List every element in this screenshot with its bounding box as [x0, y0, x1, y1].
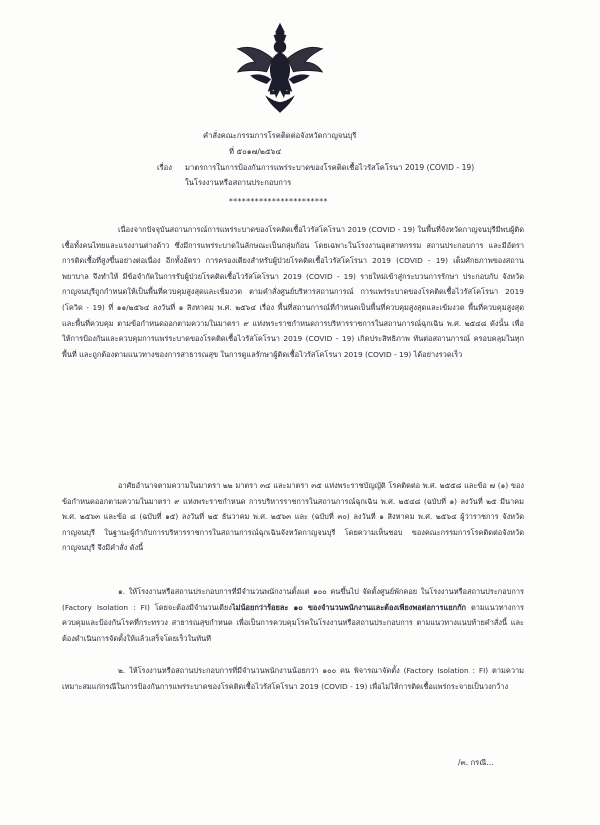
separator-stars: *********************** [229, 197, 328, 206]
order-item-2: ๒. ให้โรงงานหรือสถานประกอบการที่มีจำนวนพนักงานน้อยกว่า ๑๐๐ คน พิจารณาจัดตั้ง (Factory Isolation : FI) ตามความเหมาะสมแก่กรณีในการป้องกันการแพร่ระบาดของโรคติดเชื้อไวรัสโคโรนา 2019 (COVID - 19) เพื่อไม่ให้การติดเชื้อแพร่กระจายเป็นวงกว้าง [62, 666, 524, 691]
paragraph-background: เนื่องจากปัจจุบันสถานการณ์การแพร่ระบาดของโรคติดเชื้อไวรัสโคโรนา 2019 (COVID - 19) ในพื้นที่จังหวัดกาญจนบุรีมีพบผู้ติดเชื้อทั้งคนไทยและแรงงานต่างด้าว ซึ่งมีการแพร่ระบาดในลักษณะเป็นกลุ่มก้อน โดยเฉพาะในโรงงานอุตสาหกรรม สถานประกอบการ และมีอัตราการติดเชื้อที่สูงขึ้นอย่างต่อเนื่อง อีกทั้งอัตรา การครองเตียงสำหรับผู้ป่วยโรคติดเชื้อไวรัสโคโรนา 2019 (COVID - 19) เต็มศักยภาพของสถานพยาบาล จึงทำให้ มีข้อจำกัดในการรับผู้ป่วยโรคติดเชื้อไวรัสโคโรนา 2019 (COVID - 19) รายใหม่เข้าสู่กระบวนการรักษา ประกอบกับ จังหวัดกาญจนบุรีถูกกำหนดให้เป็นพื้นที่ควบคุมสูงสุดและเข้มงวด ตามคำสั่งศูนย์บริหารสถานการณ์ การแพร่ระบาดของโรคติดเชื้อไวรัสโคโรนา 2019 (โควิด - 19) ที่ ๑๑/๒๕๖๔ ลงวันที่ ๑ สิงหาคม พ.ศ. ๒๕๖๔ เรื่อง พื้นที่สถานการณ์ที่กำหนดเป็นพื้นที่ควบคุมสูงสุดและเข้มงวด พื้นที่ควบคุมสูงสุด และพื้นที่ควบคุม ตามข้อกำหนดออกตามความในมาตรา ๙ แห่งพระราชกำหนดการบริหารราชการในสถานการณ์ฉุกเฉิน พ.ศ. ๒๕๔๘ ดังนั้น เพื่อให้การป้องกันและควบคุมการแพร่ระบาดของโรคติดเชื้อไวรัสโคโรนา 2019 (COVID - 19) เกิดประสิทธิภาพ ทันต่อสถานการณ์ ครอบคลุมในทุกพื้นที่ และถูกต้องตามแนวทางของการสาธารณสุข ในการดูแลรักษาผู้ติดเชื้อไวรัสโคโรนา 2019 (COVID - 19) ได้อย่างรวดเร็ว [62, 225, 524, 359]
order-number: ที่ ๕๐๑๗/๒๕๖๔ [229, 147, 282, 156]
subject-label: เรื่อง [157, 163, 172, 172]
paragraph-authority: อาศัยอำนาจตามความในมาตรา ๒๒ มาตรา ๓๔ และมาตรา ๓๕ แห่งพระราชบัญญัติ โรคติดต่อ พ.ศ. ๒๕๕๘ และข้อ ๗ (๑) ของข้อกำหนดออกตามความในมาตรา ๙ แห่งพระราชกำหนด การบริหารราชการในสถานการณ์ฉุกเฉิน พ.ศ. ๒๕๔๘ (ฉบับที่ ๑) ลงวันที่ ๒๕ มีนาคม พ.ศ. ๒๕๖๓ และข้อ ๘ (ฉบับที่ ๑๕) ลงวันที่ ๒๕ ธันวาคม พ.ศ. ๒๕๖๓ และ (ฉบับที่ ๓๐) ลงวันที่ ๑ สิงหาคม พ.ศ. ๒๕๖๔ ผู้ว่าราชการ จังหวัดกาญจนบุรี ในฐานะผู้กำกับการบริหารราชการในสถานการณ์ฉุกเฉินจังหวัดกาญจนบุรี โดยความเห็นชอบ ของคณะกรรมการโรคติดต่อจังหวัดกาญจนบุรี จึงมีคำสั่ง ดังนี้ [62, 481, 524, 553]
item-1-emphasis: ไม่น้อยกว่าร้อยละ ๑๐ ของจำนวนพนักงานและต้องเพียงพอต่อการแยกกัก [231, 602, 467, 612]
subject-line-2: ในโรงงานหรือสถานประกอบการ [185, 178, 292, 187]
continuation-marker: /๓. กรณี... [458, 758, 494, 767]
subject-line-1: มาตรการในการป้องกันการแพร่ระบาดของโรคติดเชื้อไวรัสโคโรนา 2019 (COVID - 19) [185, 163, 475, 172]
issuing-office: คำสั่งคณะกรรมการโรคติดต่อจังหวัดกาญจนบุรี [203, 131, 357, 140]
garuda-emblem [232, 20, 328, 116]
order-item-1: ๑. ให้โรงงานหรือสถานประกอบการที่มีจำนวนพนักงานตั้งแต่ ๑๐๐ คนขึ้นไป จัดตั้งศูนย์พักคอย ในโรงงานหรือสถานประกอบการ (Factory Isolation : FI) โดยจะต้องมีจำนวนเตียงไม่น้อยกว่าร้อยละ ๑๐ ของจำนวนพนักงานและต้องเพียงพอต่อการแยกกัก ตามแนวทางการควบคุมและป้องกันโรคที่กระทรวง สาธารณสุขกำหนด เพื่อเป็นการควบคุมโรคในโรงงานหรือสถานประกอบการ ตามแนวทางแนบท้ายคำสั่งนี้ และต้องดำเนินการจัดตั้งให้แล้วเสร็จโดยเร็วในทันที [62, 587, 524, 643]
